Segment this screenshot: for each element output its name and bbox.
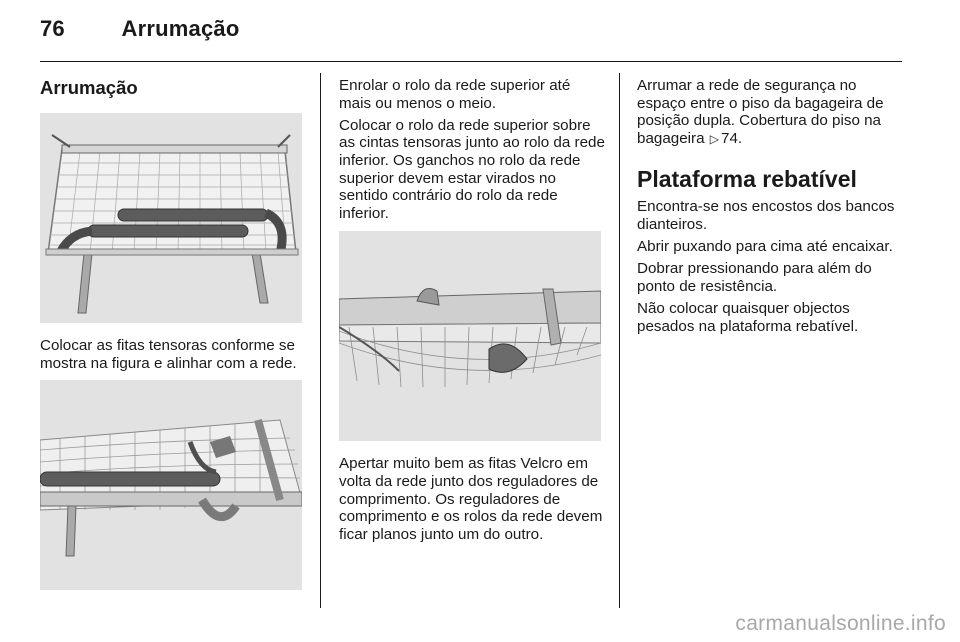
column-2 [339,77,605,548]
paragraph-open: Abrir puxando para cima até encaixar. [637,238,893,256]
column-divider-2 [619,73,620,608]
figure-net-tightened [40,380,302,590]
page-header [40,16,239,42]
section-title-plataforma: Plataforma rebatível [637,166,857,193]
column-divider-1 [320,73,321,608]
paragraph-velcro: Apertar muito bem as fitas Velcro em volta da rede junto dos reguladores de comprimento. Os reguladores de comprimento e os rolos da rede devem ficar planos junto um do outro. [339,455,603,543]
column-1 [40,77,306,590]
paragraph-location: Encontra-se nos encostos dos bancos dianteiros. [637,198,895,233]
page-reference-link[interactable]: 74. [721,129,743,147]
header-rule [40,61,902,62]
watermark: carmanualsonline.info [735,612,946,635]
paragraph-fold: Dobrar pressionando para além do ponto de resistência. [637,260,872,295]
section-heading-arrumacao: Arrumação [40,77,138,98]
paragraph-store-net-text: Arrumar a rede de segurança no espaço entre o piso da bagageira de posição dupla. Cobertura do piso na bagageira [637,77,884,147]
figure-net-rollers [40,113,302,323]
paragraph-store-net [637,77,903,148]
paragraph-warning: Não colocar quaisquer objectos pesados na plataforma rebatível. [637,300,859,335]
column-3 [637,77,903,340]
triangle-reference-icon: ▷ [709,131,720,146]
figure-net-hooks [339,231,601,441]
paragraph-place-roller: Colocar o rolo da rede superior sobre as cintas tensoras junto ao rolo da rede inferior. Os ganchos no rolo da rede superior devem estar virados no sentido contrário do rolo da rede inferior. [339,116,605,222]
paragraph-roll-upper-net: Enrolar o rolo da rede superior até mais ou menos o meio. [339,77,571,112]
caption-straps: Colocar as fitas tensoras conforme se mostra na figura e alinhar com a rede. [40,337,297,372]
page-number: 76 [40,16,65,41]
page-header-title: Arrumação [121,16,240,41]
